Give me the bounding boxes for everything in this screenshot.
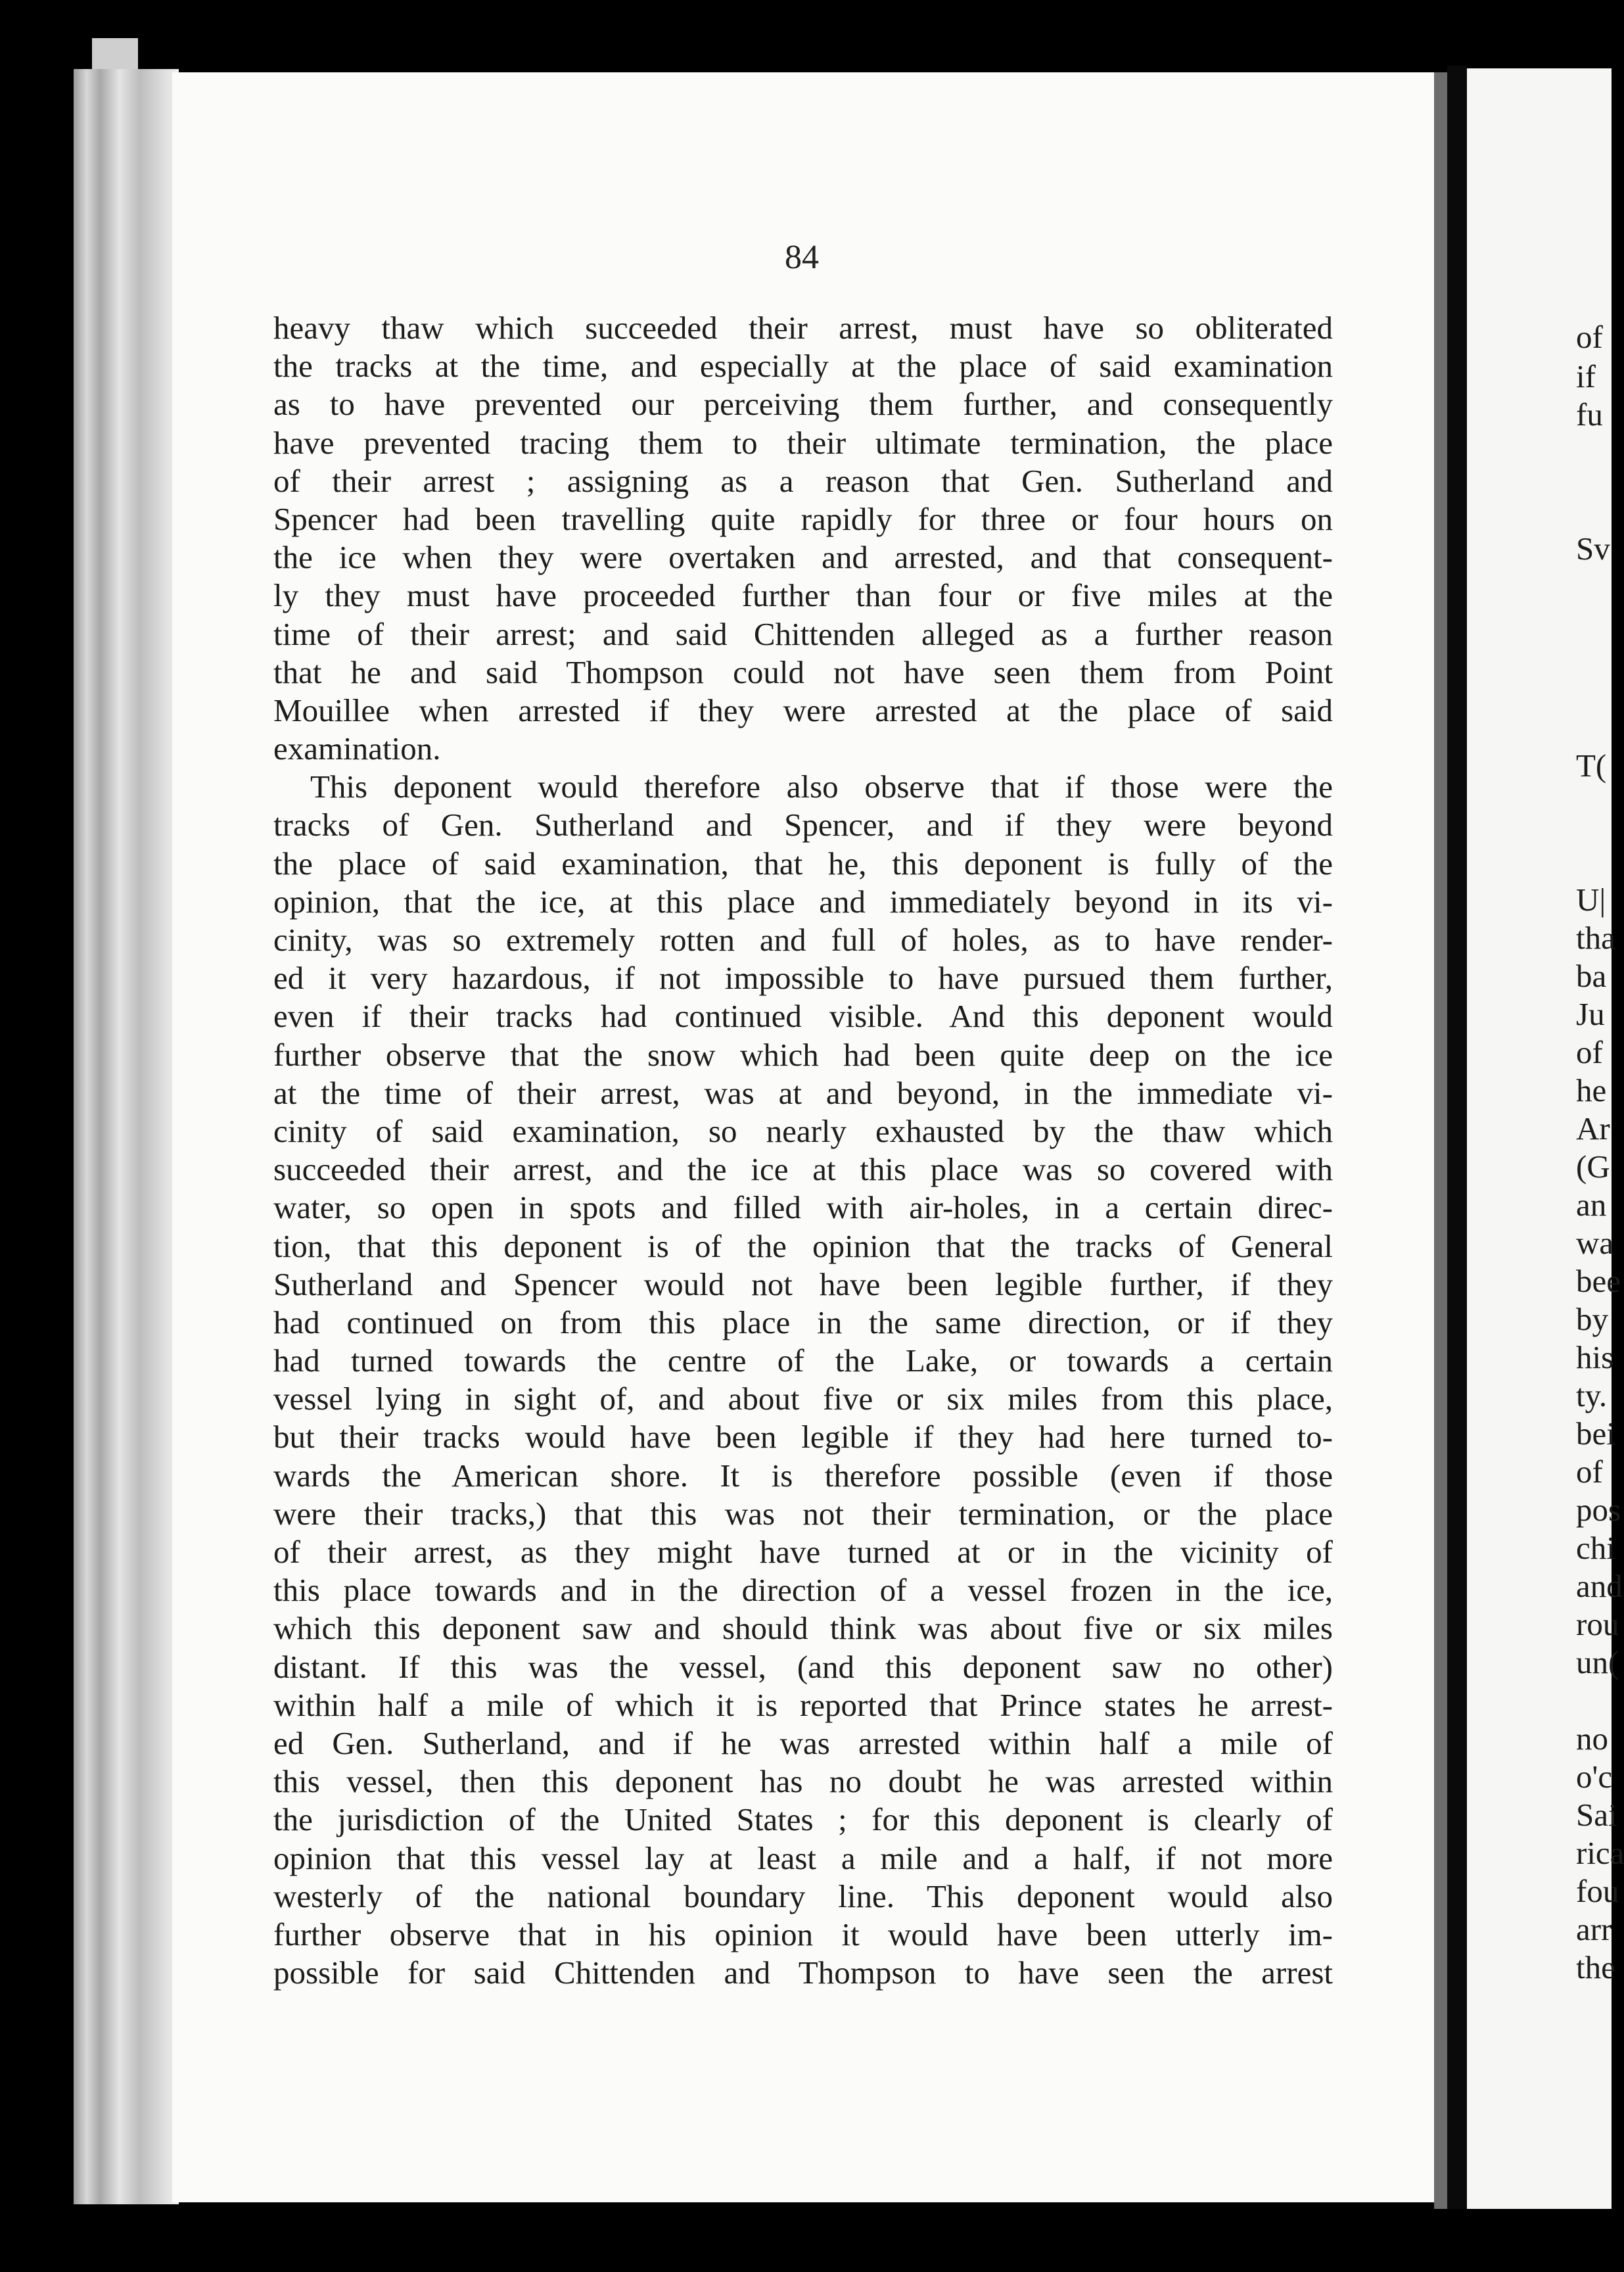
facing-fragment: bee (1576, 1263, 1621, 1299)
text-line: of their arrest ; assigning as a reason that Gen. Sutherland and (273, 462, 1333, 499)
facing-fragment: arr (1576, 1911, 1612, 1947)
facing-fragment: rica (1576, 1835, 1624, 1871)
facing-fragment: chi (1576, 1530, 1615, 1566)
text-line: of their arrest, as they might have turned at or in the vicinity of (273, 1534, 1333, 1570)
facing-fragment: Sv (1576, 531, 1610, 567)
facing-fragment: he (1576, 1072, 1607, 1108)
text-line: ed Gen. Sutherland, and if he was arrested within half a mile of (273, 1724, 1333, 1761)
facing-fragment: tha (1576, 920, 1615, 956)
facing-fragment: Sai (1576, 1797, 1617, 1833)
text-line: which this deponent saw and should think was about five or six miles (273, 1610, 1333, 1647)
text-line: Sutherland and Spencer would not have been legible further, if they (273, 1266, 1333, 1302)
page-edges (74, 69, 179, 2204)
page-number: 84 (785, 239, 819, 276)
facing-fragment: Ju (1576, 996, 1605, 1032)
text-line: this place towards and in the direction of a vessel frozen in the ice, (273, 1572, 1333, 1609)
facing-fragment: ty. (1576, 1377, 1608, 1413)
page-gutter-shadow (1434, 72, 1447, 2209)
text-line: further observe that the snow which had been quite deep on the ice (273, 1036, 1333, 1073)
text-line: water, so open in spots and filled with air-holes, in a certain direc- (273, 1189, 1333, 1226)
text-line: the ice when they were overtaken and arrested, and that consequent- (273, 539, 1333, 576)
binding-gap (1447, 66, 1467, 2215)
text-line: examination. (273, 730, 441, 767)
text-line: at the time of their arrest, was at and beyond, in the immediate vi- (273, 1074, 1333, 1111)
facing-fragment: wa (1576, 1225, 1614, 1261)
text-line: the place of said examination, that he, this deponent is fully of the (273, 845, 1333, 882)
text-line: had continued on from this place in the same direction, or if they (273, 1304, 1333, 1340)
facing-fragment: rou (1576, 1606, 1619, 1642)
facing-fragment: his (1576, 1339, 1614, 1375)
text-line: opinion that this vessel lay at least a mile and a half, if not more (273, 1839, 1333, 1876)
facing-fragment: pos (1576, 1492, 1621, 1528)
text-line: had turned towards the centre of the Lake, or towards a certain (273, 1342, 1333, 1379)
text-line: the tracks at the time, and especially at the place of said examination (273, 348, 1333, 385)
text-line: the jurisdiction of the United States ; for this deponent is clearly of (273, 1801, 1333, 1838)
text-line: that he and said Thompson could not have seen them from Point (273, 653, 1333, 690)
facing-fragment: if (1576, 358, 1596, 394)
text-line: ly they must have proceeded further than four or five miles at the (273, 577, 1333, 614)
facing-fragment: fou (1576, 1873, 1619, 1909)
text-line: tracks of Gen. Sutherland and Spencer, and if they were beyond (273, 807, 1333, 843)
text-line: further observe that in his opinion it would have been utterly im- (273, 1916, 1333, 1952)
text-line: possible for said Chittenden and Thompson to have seen the arrest (273, 1954, 1333, 1991)
facing-fragment: bei (1576, 1415, 1615, 1452)
facing-fragment: of (1576, 1454, 1603, 1490)
text-line: within half a mile of which it is reported that Prince states he arrest- (273, 1686, 1333, 1723)
text-line: This deponent would therefore also observe that if those were the (310, 769, 1333, 805)
facing-fragment: by (1576, 1301, 1608, 1337)
text-line: succeeded their arrest, and the ice at this place was so covered with (273, 1151, 1333, 1188)
text-line: cinity, was so extremely rotten and full of holes, as to have render- (273, 922, 1333, 958)
text-line: vessel lying in sight of, and about five or six miles from this place, (273, 1381, 1333, 1417)
facing-fragment: T( (1576, 747, 1607, 784)
text-line: cinity of said examination, so nearly exhausted by the thaw which (273, 1112, 1333, 1149)
text-line: tion, that this deponent is of the opinion that the tracks of General (273, 1227, 1333, 1264)
text-line: but their tracks would have been legible if they had here turned to- (273, 1419, 1333, 1456)
facing-fragment: (G (1576, 1148, 1610, 1185)
text-line: heavy thaw which succeeded their arrest, must have so obliterated (273, 310, 1333, 346)
facing-fragment: o'c (1576, 1759, 1613, 1795)
facing-fragment: of (1576, 1034, 1603, 1070)
text-line: even if their tracks had continued visible. And this deponent would (273, 998, 1333, 1035)
body-text (273, 309, 1333, 1992)
facing-fragment: the (1576, 1949, 1615, 1985)
text-line: wards the American shore. It is therefore possible (even if those (273, 1457, 1333, 1494)
text-line: ed it very hazardous, if not impossible to have pursued them further, (273, 960, 1333, 997)
facing-fragment: and (1576, 1568, 1623, 1604)
facing-fragment: fu (1576, 396, 1603, 433)
text-line: time of their arrest; and said Chittenden alleged as a further reason (273, 615, 1333, 652)
facing-fragment: Ar (1576, 1110, 1610, 1147)
facing-fragment: no (1576, 1720, 1608, 1757)
text-line: were their tracks,) that this was not their termination, or the place (273, 1495, 1333, 1532)
scan-bottom-edge (0, 2209, 1612, 2272)
text-line: westerly of the national boundary line. This deponent would also (273, 1878, 1333, 1914)
text-line: opinion, that the ice, at this place and immediately beyond in its vi- (273, 883, 1333, 920)
text-line: this vessel, then this deponent has no doubt he was arrested within (273, 1763, 1333, 1800)
facing-fragment: U| (1576, 882, 1606, 918)
facing-fragment: un( (1576, 1644, 1619, 1680)
text-line: Spencer had been travelling quite rapidly for three or four hours on (273, 500, 1333, 537)
facing-fragment: an (1576, 1187, 1607, 1223)
facing-fragment: of (1576, 319, 1603, 355)
facing-fragment: ba (1576, 958, 1607, 994)
text-line: as to have prevented our perceiving them further, and consequently (273, 386, 1333, 423)
text-line: have prevented tracing them to their ultimate termination, the place (273, 424, 1333, 461)
text-line: distant. If this was the vessel, (and this deponent saw no other) (273, 1648, 1333, 1685)
text-line: Mouillee when arrested if they were arrested at the place of said (273, 692, 1333, 728)
